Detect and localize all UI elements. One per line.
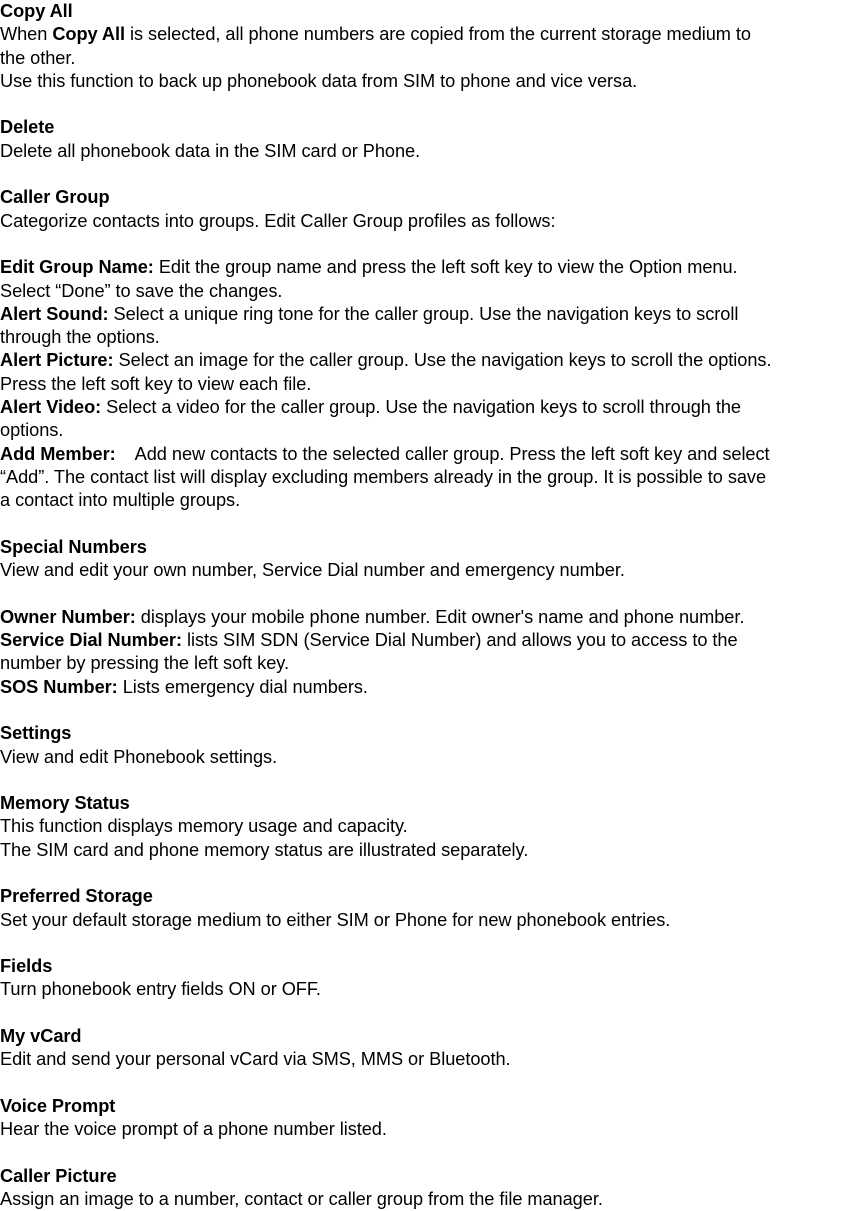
paragraph-line: View and edit Phonebook settings. (0, 746, 278, 767)
section-heading-delete (0, 116, 863, 139)
term-label: SOS Number: (0, 676, 118, 697)
heading-text: Copy All (0, 1, 73, 21)
paragraph-line: Set your default storage medium to either SIM or Phone for new phonebook entries. (0, 909, 671, 930)
definition-sos-number (0, 676, 863, 699)
text: lists SIM SDN (Service Dial Number) and allows you to access to the (181, 630, 738, 651)
paragraph-line: Select “Done” to save the changes. (0, 280, 283, 301)
paragraph-line: Hear the voice prompt of a phone number listed. (0, 1119, 387, 1140)
text: Add new contacts to the selected caller group. Press the left soft key and select (115, 443, 770, 464)
section-heading-my-vcard (0, 1025, 863, 1048)
definition-alert-picture (0, 349, 863, 372)
term-label: Service Dial Number: (0, 630, 182, 651)
paragraph-line: a contact into multiple groups. (0, 490, 241, 511)
heading-text: Special Numbers (0, 536, 147, 557)
paragraph-line: Use this function to back up phonebook data from SIM to phone and vice versa. (0, 70, 638, 91)
heading-text: Caller Group (0, 187, 110, 208)
heading-text: Fields (0, 956, 53, 977)
spacer (0, 862, 863, 885)
text: Select an image for the caller group. Use the navigation keys to scroll the options. (113, 350, 772, 371)
definition-add-member (0, 443, 863, 466)
term-label: Alert Sound: (0, 303, 109, 324)
text: Select a video for the caller group. Use the navigation keys to scroll through the (101, 397, 741, 418)
text: Select a unique ring tone for the caller group. Use the navigation keys to scroll (108, 303, 739, 324)
paragraph-line: This function displays memory usage and capacity. (0, 816, 408, 837)
paragraph-line: options. (0, 420, 64, 441)
section-heading-preferred-storage (0, 885, 863, 908)
spacer (0, 769, 863, 792)
section-heading-voice-prompt (0, 1095, 863, 1118)
definition-edit-group-name (0, 256, 863, 279)
term-label: Alert Picture: (0, 350, 114, 371)
heading-text: Settings (0, 723, 72, 744)
paragraph-line: Press the left soft key to view each file. (0, 373, 312, 394)
spacer (0, 699, 863, 722)
heading-text: Caller Picture (0, 1165, 117, 1186)
paragraph-line: The SIM card and phone memory status are illustrated separately. (0, 839, 529, 860)
spacer (0, 93, 863, 116)
text: Edit the group name and press the left soft key to view the Option menu. (153, 257, 738, 278)
spacer (0, 1072, 863, 1095)
paragraph-line (0, 23, 863, 46)
section-heading-memory-status (0, 792, 863, 815)
paragraph-line: “Add”. The contact list will display excluding members already in the group. It is possible to save (0, 466, 767, 487)
text: When (0, 24, 53, 45)
spacer (0, 163, 863, 186)
spacer (0, 513, 863, 536)
spacer (0, 1002, 863, 1025)
paragraph-line: through the options. (0, 327, 160, 348)
section-heading-caller-group (0, 186, 863, 209)
paragraph-line: Assign an image to a number, contact or caller group from the file manager. (0, 1189, 603, 1210)
heading-text: My vCard (0, 1026, 82, 1047)
paragraph-line: Edit and send your personal vCard via SMS, MMS or Bluetooth. (0, 1049, 511, 1070)
bold-term: Copy All (52, 24, 126, 45)
paragraph-line: number by pressing the left soft key. (0, 653, 289, 674)
definition-service-dial-number (0, 629, 863, 652)
section-heading-caller-picture (0, 1165, 863, 1188)
definition-alert-video (0, 396, 863, 419)
spacer (0, 1142, 863, 1165)
definition-alert-sound (0, 303, 863, 326)
section-heading-copy-all (0, 0, 863, 23)
heading-text: Delete (0, 117, 55, 138)
heading-text: Preferred Storage (0, 886, 153, 907)
text: Lists emergency dial numbers. (117, 676, 368, 697)
spacer (0, 932, 863, 955)
heading-text: Memory Status (0, 793, 130, 814)
heading-text: Voice Prompt (0, 1095, 116, 1116)
section-heading-fields (0, 955, 863, 978)
term-label: Edit Group Name: (0, 257, 154, 278)
paragraph-line: Turn phonebook entry fields ON or OFF. (0, 979, 321, 1000)
section-heading-special-numbers (0, 536, 863, 559)
paragraph-line: Delete all phonebook data in the SIM card or Phone. (0, 140, 421, 161)
text: is selected, all phone numbers are copied from the current storage medium to (125, 24, 751, 45)
term-label: Owner Number: (0, 606, 136, 627)
text: displays your mobile phone number. Edit owner's name and phone number. (135, 606, 745, 627)
paragraph-line: the other. (0, 47, 76, 68)
definition-owner-number (0, 606, 863, 629)
term-label: Alert Video: (0, 397, 102, 418)
section-heading-settings (0, 722, 863, 745)
term-label: Add Member: (0, 443, 116, 464)
paragraph-line: View and edit your own number, Service Dial number and emergency number. (0, 560, 625, 581)
paragraph-line: Categorize contacts into groups. Edit Caller Group profiles as follows: (0, 210, 556, 231)
spacer (0, 233, 863, 256)
spacer (0, 582, 863, 605)
